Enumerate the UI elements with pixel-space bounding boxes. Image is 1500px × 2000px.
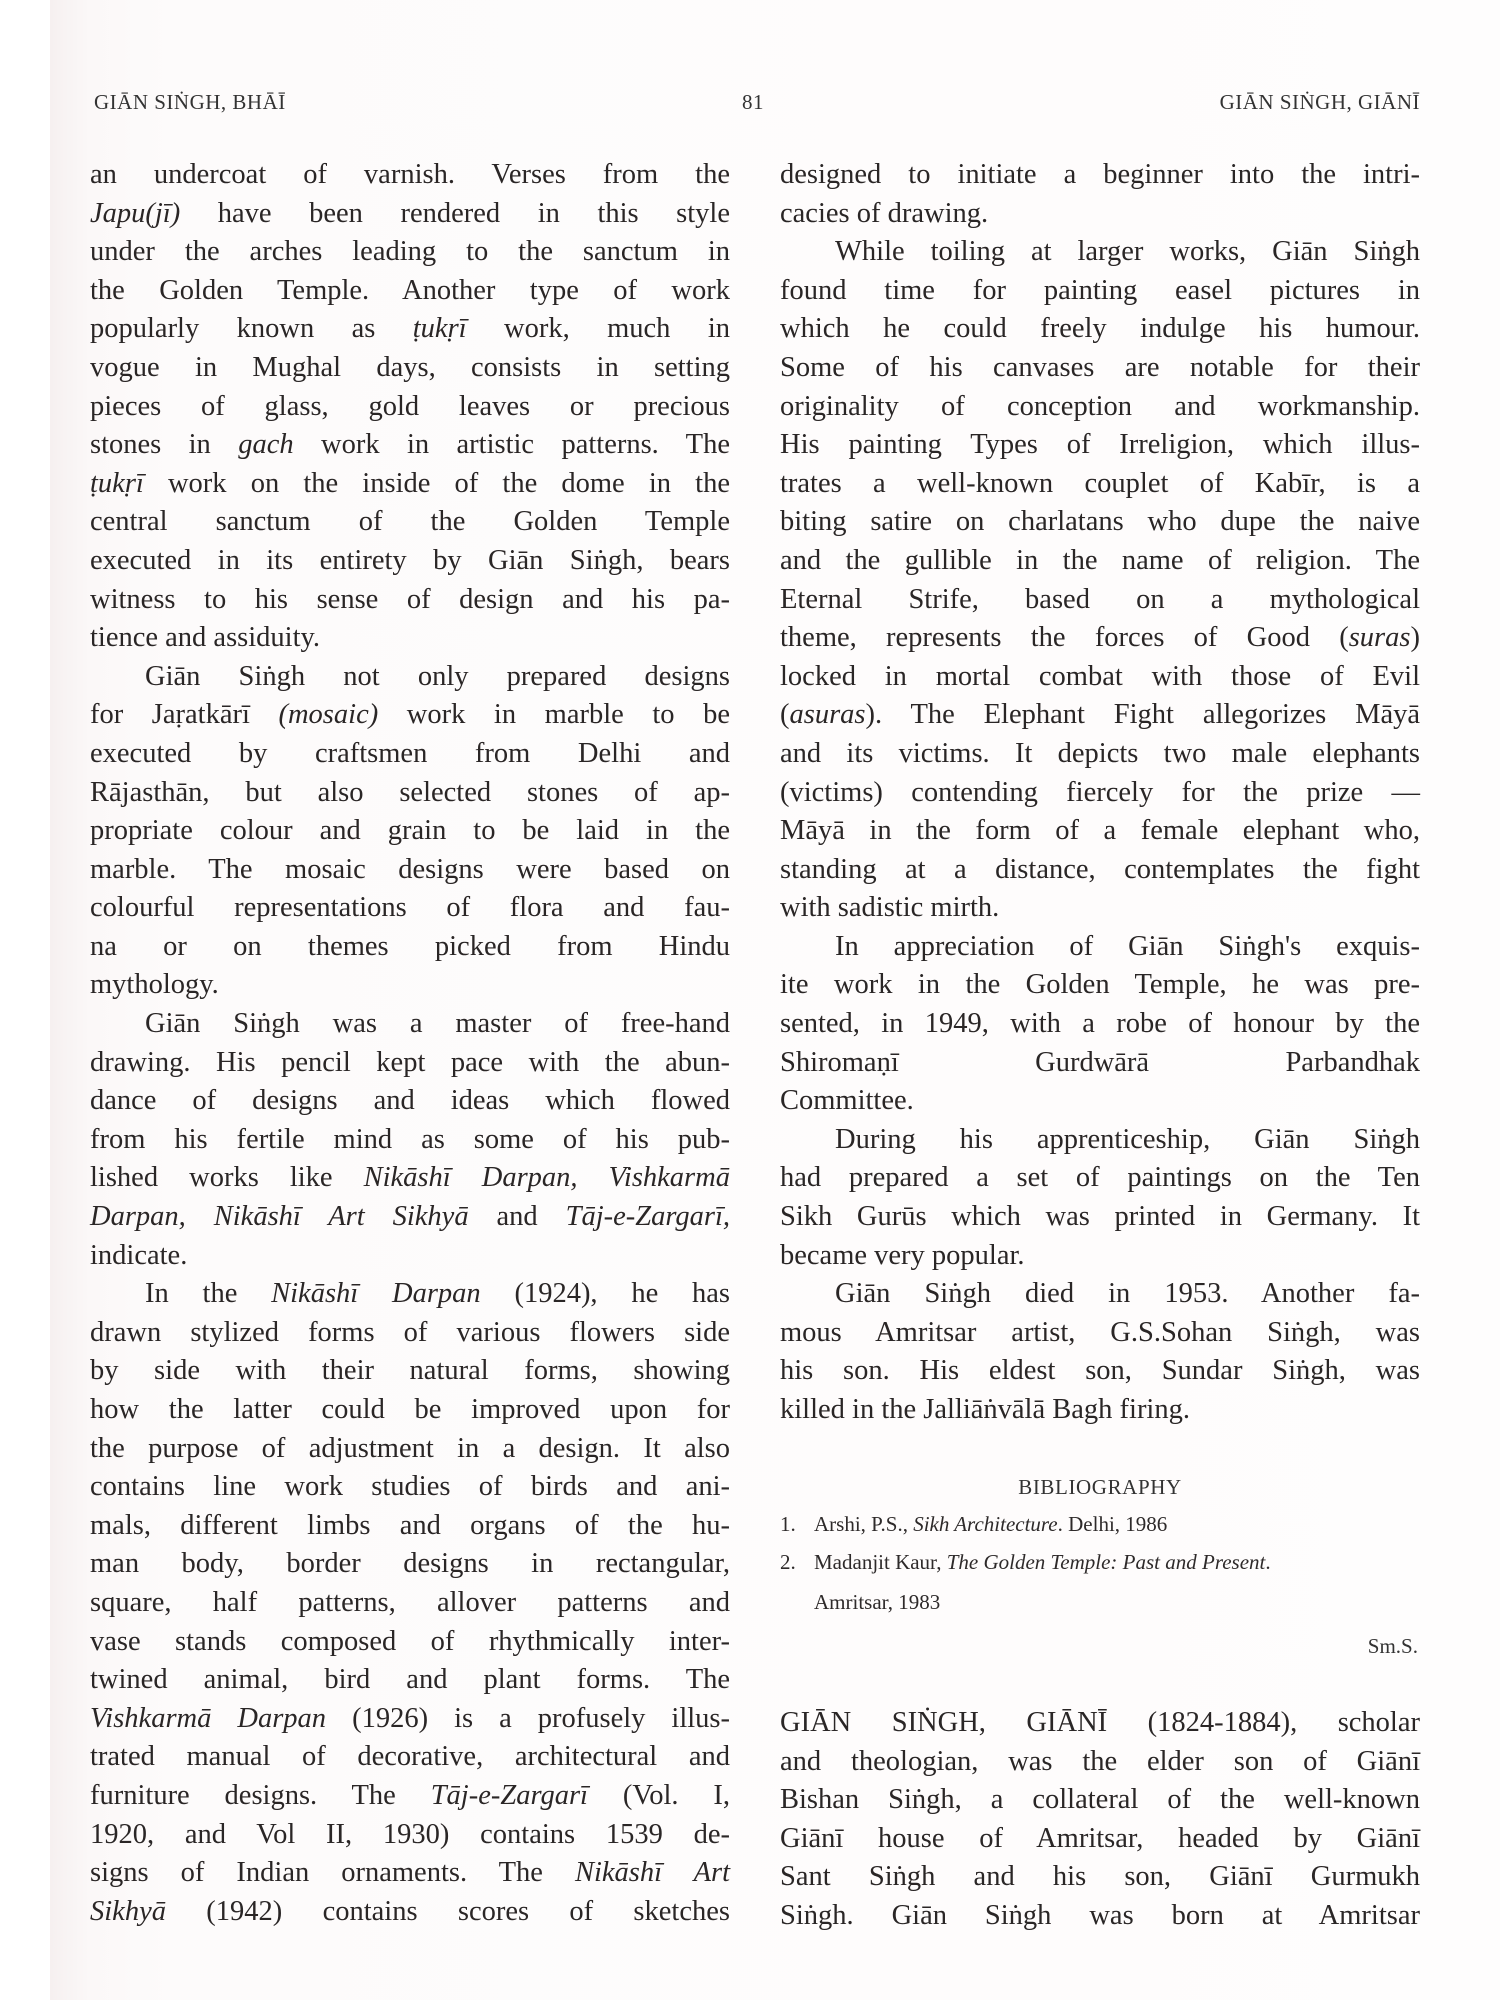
- text-line: for Jaṛatkārī (mosaic) work in marble to be: [90, 699, 730, 731]
- text-line: with sadistic mirth.: [780, 892, 1000, 924]
- text-line: Sikhyā (1942) contains scores of sketches: [90, 1895, 730, 1927]
- text-line: from his fertile mind as some of his pub-: [90, 1123, 730, 1155]
- text-line: tience and assiduity.: [90, 622, 321, 654]
- text-line: furniture designs. The Tāj-e-Zargarī (Vol. I,: [90, 1779, 730, 1811]
- text-line: and theologian, was the elder son of Giānī: [780, 1745, 1420, 1777]
- text-line: While toiling at larger works, Giān Siṅgh: [835, 236, 1420, 268]
- bibliography-item: 2. Madanjit Kaur, The Golden Temple: Past and Present.: [780, 1550, 1271, 1574]
- bibliography-title: The Golden Temple: Past and Present: [946, 1550, 1266, 1574]
- text-line: the Golden Temple. Another type of work: [90, 274, 730, 306]
- author-signature: Sm.S.: [1367, 1634, 1418, 1658]
- bibliography-title: Sikh Architecture: [913, 1512, 1058, 1536]
- text-line: vogue in Mughal days, consists in setting: [90, 351, 730, 383]
- text-line: under the arches leading to the sanctum in: [90, 236, 730, 268]
- text-line: His painting Types of Irreligion, which illus-: [780, 429, 1420, 461]
- text-line: propriate colour and grain to be laid in the: [90, 815, 730, 847]
- text-line: indicate.: [90, 1239, 188, 1271]
- text-line: popularly known as ṭukṛī work, much in: [90, 313, 730, 345]
- text-line: signs of Indian ornaments. The Nikāshī Art: [90, 1857, 730, 1889]
- text-line: 1920, and Vol II, 1930) contains 1539 de-: [90, 1818, 730, 1850]
- text-line: trates a well-known couplet of Kabīr, is a: [780, 467, 1420, 499]
- text-line: central sanctum of the Golden Temple: [90, 506, 730, 538]
- text-line: drawn stylized forms of various flowers side: [90, 1316, 730, 1348]
- text-line: mous Amritsar artist, G.S.Sohan Siṅgh, was: [780, 1316, 1420, 1348]
- text-line: witness to his sense of design and his pa-: [90, 583, 730, 615]
- left-column: [90, 156, 730, 1931]
- text-line: During his apprenticeship, Giān Siṅgh: [835, 1123, 1420, 1155]
- text-line: mals, different limbs and organs of the hu-: [90, 1509, 730, 1541]
- text-line: lished works like Nikāshī Darpan, Vishkarmā: [90, 1162, 730, 1194]
- text-line: (victims) contending fiercely for the prize —: [780, 776, 1420, 808]
- text-line: Darpan, Nikāshī Art Sikhyā and Tāj-e-Zargarī,: [90, 1201, 731, 1233]
- text-line: Eternal Strife, based on a mythological: [780, 583, 1420, 615]
- running-head-left: GIĀN SIṄGH, BHĀĪ: [94, 90, 286, 114]
- text-line: designed to initiate a beginner into the intri-: [780, 159, 1420, 190]
- text-line: an undercoat of varnish. Verses from the: [90, 159, 730, 190]
- text-line: locked in mortal combat with those of Evil: [780, 660, 1420, 692]
- text-line: and its victims. It depicts two male elephants: [780, 737, 1420, 769]
- text-line: killed in the Jalliāṅvālā Bagh firing.: [780, 1394, 1190, 1425]
- text-line: Shiromaṇī Gurdwārā Parbandhak: [780, 1046, 1420, 1078]
- text-line: executed in its entirety by Giān Siṅgh, bears: [90, 544, 730, 576]
- text-line: theme, represents the forces of Good (suras): [780, 622, 1420, 654]
- text-line: became very popular.: [780, 1239, 1025, 1271]
- text-line: marble. The mosaic designs were based on: [90, 853, 730, 885]
- text-line: pieces of glass, gold leaves or precious: [90, 390, 730, 422]
- text-line: cacies of drawing.: [780, 197, 989, 229]
- text-line: Some of his canvases are notable for their: [780, 351, 1420, 383]
- text-line: ṭukṛī work on the inside of the dome in the: [90, 467, 730, 499]
- text-line: had prepared a set of paintings on the Ten: [780, 1162, 1420, 1194]
- text-line: mythology.: [90, 969, 219, 1001]
- text-line: how the latter could be improved upon for: [90, 1394, 730, 1425]
- text-line: Japu(jī) have been rendered in this style: [90, 197, 730, 229]
- text-line: drawing. His pencil kept pace with the abun-: [90, 1046, 730, 1078]
- text-line: Vishkarmā Darpan (1926) is a profusely illus-: [90, 1702, 730, 1734]
- text-line: na or on themes picked from Hindu: [90, 930, 730, 962]
- text-line: his son. His eldest son, Sundar Siṅgh, was: [780, 1355, 1420, 1387]
- text-line: Sikh Gurūs which was printed in Germany. It: [780, 1201, 1420, 1233]
- text-line: Committee.: [780, 1085, 914, 1117]
- text-line: found time for painting easel pictures in: [780, 274, 1420, 306]
- text-line: trated manual of decorative, architectural and: [90, 1741, 730, 1773]
- text-line: ite work in the Golden Temple, he was pre-: [780, 969, 1420, 1001]
- text-line: man body, border designs in rectangular,: [90, 1548, 730, 1580]
- text-line: contains line work studies of birds and ani-: [90, 1471, 730, 1503]
- new-entry: [780, 1704, 1420, 1936]
- text-line: colourful representations of flora and fau-: [90, 892, 730, 924]
- text-line: Siṅgh. Giān Siṅgh was born at Amritsar: [780, 1899, 1420, 1931]
- text-line: standing at a distance, contemplates the fight: [780, 853, 1420, 885]
- text-line: Giān Siṅgh died in 1953. Another fa-: [835, 1278, 1420, 1310]
- text-line: vase stands composed of rhythmically inter-: [90, 1625, 730, 1657]
- running-head: [0, 90, 1500, 120]
- text-line: originality of conception and workmanship.: [780, 390, 1420, 422]
- text-line: In the Nikāshī Darpan (1924), he has: [145, 1278, 731, 1310]
- text-line: the purpose of adjustment in a design. It also: [90, 1432, 730, 1464]
- bibliography-heading: BIBLIOGRAPHY: [1018, 1475, 1182, 1499]
- text-line: Bishan Siṅgh, a collateral of the well-known: [780, 1784, 1420, 1816]
- text-line: Giān Siṅgh not only prepared designs: [145, 660, 730, 692]
- text-line: square, half patterns, allover patterns and: [90, 1586, 730, 1618]
- text-line: GIĀN SIṄGH, GIĀNĪ (1824-1884), scholar: [780, 1707, 1420, 1738]
- text-line: twined animal, bird and plant forms. The: [90, 1664, 730, 1696]
- text-line: In appreciation of Giān Siṅgh's exquis-: [835, 930, 1420, 962]
- bibliography-item: 1. Arshi, P.S., Sikh Architecture. Delhi, 1986: [780, 1512, 1168, 1536]
- text-line: Giān Siṅgh was a master of free-hand: [145, 1008, 730, 1040]
- text-line: (asuras). The Elephant Fight allegorizes Māyā: [780, 699, 1420, 731]
- text-line: dance of designs and ideas which flowed: [90, 1085, 730, 1117]
- running-head-right: GIĀN SIṄGH, GIĀNĪ: [1219, 90, 1420, 114]
- text-line: by side with their natural forms, showing: [90, 1355, 730, 1387]
- bibliography-item-continuation: Amritsar, 1983: [814, 1590, 941, 1614]
- text-line: Sant Siṅgh and his son, Giānī Gurmukh: [780, 1861, 1420, 1893]
- text-line: which he could freely indulge his humour.: [780, 313, 1420, 345]
- right-column: [780, 156, 1420, 1430]
- text-line: Giānī house of Amritsar, headed by Giānī: [780, 1822, 1420, 1854]
- text-line: sented, in 1949, with a robe of honour by the: [780, 1008, 1420, 1040]
- text-line: stones in gach work in artistic patterns. The: [90, 429, 730, 461]
- page-number: 81: [742, 90, 764, 114]
- text-line: biting satire on charlatans who dupe the naive: [780, 506, 1420, 538]
- text-line: executed by craftsmen from Delhi and: [90, 737, 730, 769]
- text-line: and the gullible in the name of religion. The: [780, 544, 1420, 576]
- text-line: Rājasthān, but also selected stones of ap-: [90, 776, 730, 808]
- text-line: Māyā in the form of a female elephant who,: [780, 815, 1420, 847]
